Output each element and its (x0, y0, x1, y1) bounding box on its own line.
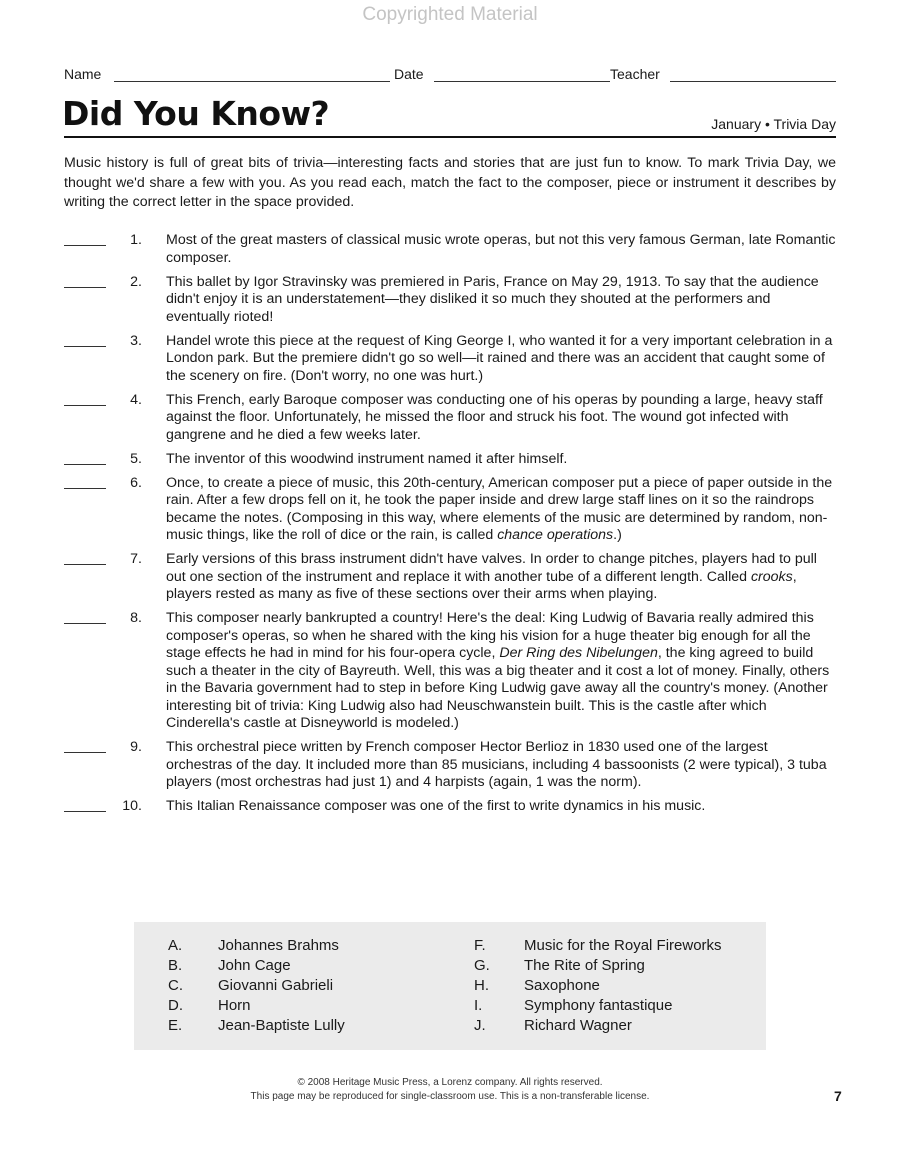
question-text: The inventor of this woodwind instrument named it after himself. (166, 450, 568, 467)
question-number: 5. (130, 450, 142, 467)
answer-blank[interactable] (64, 811, 106, 812)
answer-blank[interactable] (64, 287, 106, 288)
question-text-part: Early versions of this brass instrument didn't have valves. In order to change pitches, players had to pull out one section of the instrument and replace it with another tube of a different length. Called (166, 551, 817, 585)
page-title: Did You Know? (62, 94, 330, 133)
answer-label: The Rite of Spring (524, 957, 645, 974)
question-text-part: , the king agreed to build such a theater in the city of Bayreuth. Well, this was a big theater and it cost a lot of money. Finally, others in the Bavaria government had to step in before King Ludwig gave away all the country's money. (Another interesting bit of trivia: King Ludwig also had Neuschwanstein built. This is the castle after which Cinderella's castle at Disneyworld is modeled.) (166, 645, 830, 731)
answer-letter: B. (168, 957, 183, 974)
footer-line: This page may be reproduced for single-classroom use. This is a non-transferable license. (250, 1091, 650, 1102)
question-item (64, 739, 836, 792)
answer-letter: F. (474, 937, 486, 954)
answer-blank[interactable] (64, 752, 106, 753)
question-number: 9. (130, 739, 142, 755)
answer-letter: I. (474, 997, 483, 1014)
question-text (166, 475, 836, 545)
question-item (64, 274, 836, 327)
question-text: This orchestral piece written by French composer Hector Berlioz in 1830 used one of the largest orchestras of the day. It included more than 85 musicians, including 4 bassoonists (2 were typical), 3 tuba players (most orchestras had just 1) and 4 harpists (again, 1 was the norm). (166, 739, 827, 790)
answer-label: Richard Wagner (524, 1017, 632, 1034)
question-text-part: This composer nearly bankrupted a country! Here's the deal: King Ludwig of Bavaria really admired this composer's operas, so when he shared with the king his vision for a huge theater big enough for all the stage effects he had in mind for his four-opera cycle, (166, 610, 814, 661)
title-divider (64, 136, 836, 138)
answer-blank[interactable] (64, 346, 106, 347)
answer-label: Giovanni Gabrieli (218, 977, 334, 994)
question-number: 7. (130, 551, 142, 567)
answer-blank[interactable] (64, 623, 106, 624)
answer-label: Saxophone (524, 977, 600, 994)
question-text-italic: crooks (750, 568, 793, 585)
question-number: 4. (130, 391, 142, 408)
question-text: This ballet by Igor Stravinsky was premiered in Paris, France on May 29, 1913. To say that the audience didn't enjoy it is an understatement—they disliked it so much they shouted at the performers and eventually rioted! (166, 273, 819, 325)
question-text-part: Once, to create a piece of music, this 20th-century, American composer put a piece of paper outside in the rain. After a few drops fell on it, he took the paper inside and drew large staff lines on it so the raindrops became the notes. (Composing in this way, where elements of the music are determined by random, non-music things, like the roll of dice or the rain, is called (166, 474, 833, 543)
question-list (64, 232, 836, 822)
name-field[interactable] (114, 81, 390, 82)
page-subtitle: January • Trivia Day (711, 116, 836, 132)
teacher-field[interactable] (670, 81, 836, 82)
student-info-row (64, 64, 836, 84)
intro-paragraph: Music history is full of great bits of trivia—interesting facts and stories that are just fun to know. To mark Trivia Day, we thought we'd share a few with you. As you read each, match the fact to the composer, piece or instrument it describes by writing the correct letter in the space provided. (64, 155, 836, 210)
question-text-part: .) (613, 527, 622, 543)
answer-blank[interactable] (64, 245, 106, 246)
question-item (64, 475, 836, 545)
teacher-label: Teacher (610, 66, 660, 82)
question-item (64, 232, 836, 267)
answer-letter: E. (168, 1017, 183, 1034)
question-item (64, 333, 836, 386)
answer-letter: C. (168, 977, 183, 994)
question-text (166, 610, 836, 733)
question-text: This Italian Renaissance composer was one of the first to write dynamics in his music. (166, 798, 706, 814)
question-text: Handel wrote this piece at the request of King George I, who wanted it for a very important celebration in a London park. But the premiere didn't go so well—it rained and there was an accident that caught some of the scenery on fire. (Don't worry, no one was hurt.) (166, 332, 833, 384)
question-text-italic: chance operations (497, 527, 614, 543)
question-item (64, 451, 836, 469)
answer-letter: A. (168, 937, 183, 954)
name-label: Name (64, 66, 102, 82)
question-number: 6. (130, 474, 142, 491)
answer-letter: D. (168, 997, 183, 1014)
answer-blank[interactable] (64, 405, 106, 406)
question-text: Most of the great masters of classical music wrote operas, but not this very famous German, late Romantic composer. (166, 232, 836, 266)
question-text-italic: Der Ring des Nibelungen (499, 645, 658, 661)
answer-blank[interactable] (64, 488, 106, 489)
question-item (64, 798, 836, 816)
answer-bank (134, 922, 766, 1050)
question-text: This French, early Baroque composer was conducting one of his operas by pounding a large, heavy staff against the floor. Unfortunately, he missed the floor and struck his foot. The wound got infected with gangrene and he died a few weeks later. (166, 391, 823, 443)
question-number: 10. (122, 798, 142, 814)
date-label: Date (394, 66, 424, 82)
answer-letter: J. (474, 1017, 486, 1034)
answer-blank[interactable] (64, 464, 106, 465)
footer-line: © 2008 Heritage Music Press, a Lorenz company. All rights reserved. (297, 1077, 603, 1088)
copyright-footer (100, 1076, 800, 1104)
date-field[interactable] (434, 81, 610, 82)
question-number: 1. (130, 232, 142, 248)
copyright-watermark: Copyrighted Material (362, 4, 538, 25)
answer-letter: H. (474, 977, 489, 994)
answer-label: Johannes Brahms (218, 937, 339, 954)
question-number: 2. (130, 273, 142, 290)
question-number: 3. (130, 332, 142, 349)
answer-label: Symphony fantastique (524, 997, 673, 1014)
answer-blank[interactable] (64, 564, 106, 565)
answer-label: Music for the Royal Fireworks (524, 937, 722, 954)
answer-label: Jean-Baptiste Lully (218, 1017, 345, 1034)
answer-label: John Cage (218, 957, 291, 974)
question-text-part: , players rested as many as five of these sections over their arms when playing. (166, 568, 797, 602)
page-number: 7 (834, 1088, 842, 1104)
question-number: 8. (130, 610, 142, 626)
question-item (64, 392, 836, 445)
question-item (64, 551, 836, 604)
answer-letter: G. (474, 957, 490, 974)
answer-label: Horn (218, 997, 251, 1014)
question-text (166, 551, 836, 604)
question-item (64, 610, 836, 733)
